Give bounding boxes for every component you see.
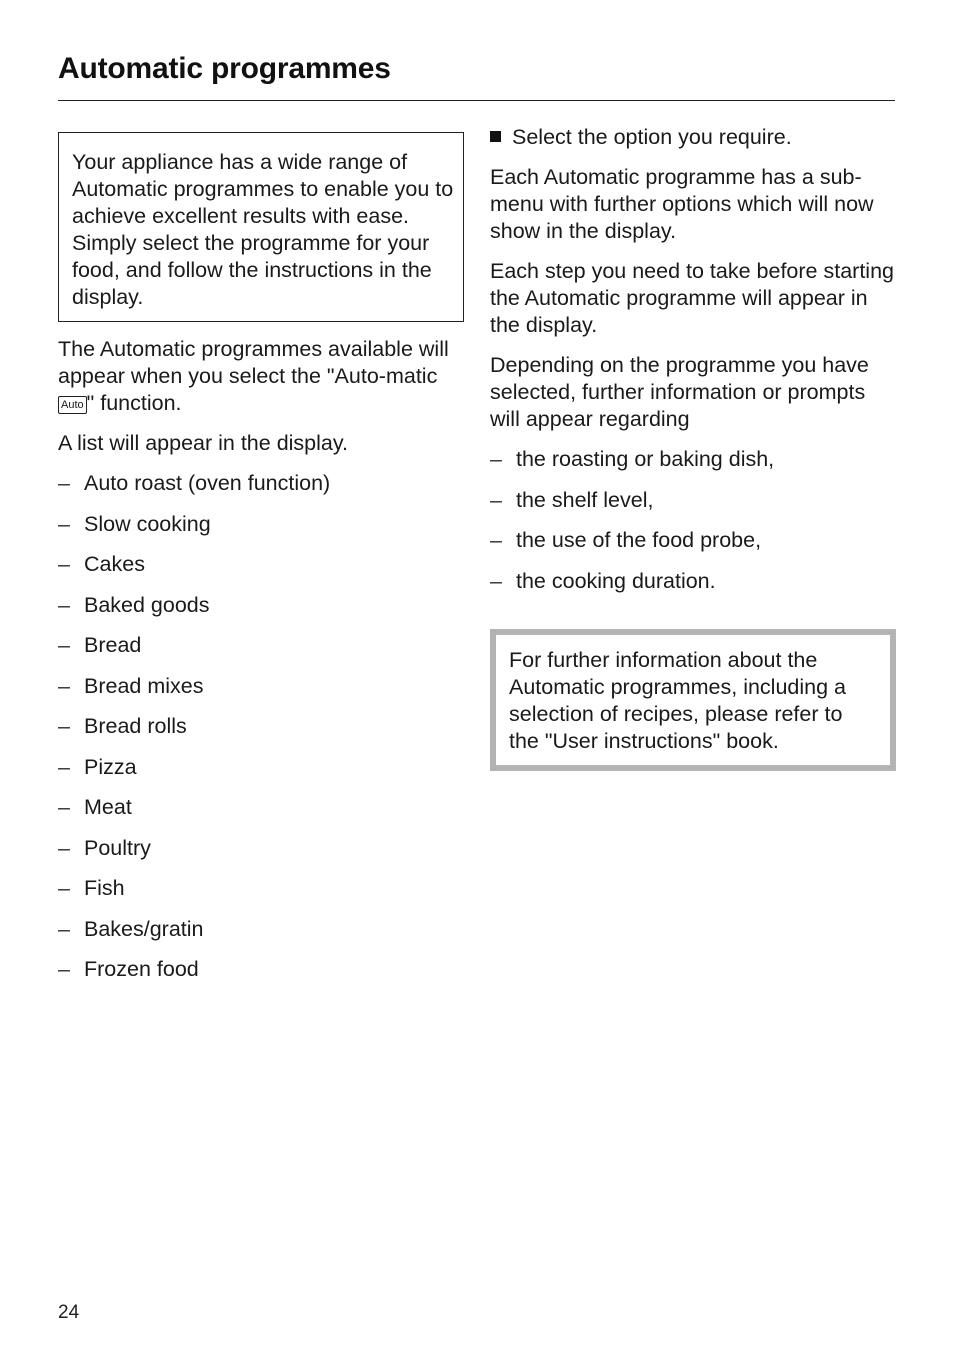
- dash-icon: –: [490, 568, 502, 593]
- list-item-label: the cooking duration.: [516, 568, 716, 593]
- depending-text: Depending on the programme you have selected, further information or prompts will appear regarding: [490, 353, 869, 431]
- prompt-list: [490, 446, 896, 595]
- list-item: [58, 673, 464, 700]
- list-item: [58, 632, 464, 659]
- dash-icon: –: [490, 447, 502, 471]
- list-intro-text: A list will appear in the display.: [58, 431, 348, 455]
- list-item-label: Bread: [84, 633, 142, 657]
- square-bullet-icon: [490, 131, 501, 142]
- auto-key-icon: Auto: [58, 396, 87, 414]
- select-option-text: Select the option you require.: [512, 125, 792, 149]
- list-item: [58, 713, 464, 740]
- dash-icon: –: [58, 633, 70, 657]
- list-item: [58, 511, 464, 538]
- intro-paragraph-2: Simply select the programme for your food, and follow the instructions in the display.: [72, 231, 432, 309]
- intro-paragraph-1: Your appliance has a wide range of Automatic programmes to enable you to achieve excellent results with ease.: [72, 150, 454, 228]
- list-item: [490, 446, 896, 473]
- list-item-label: Bakes/gratin: [84, 916, 204, 941]
- dash-icon: –: [58, 876, 70, 900]
- list-item-label: Bread mixes: [84, 673, 204, 698]
- list-item: [58, 916, 464, 943]
- dash-icon: –: [58, 673, 70, 698]
- dash-icon: –: [58, 795, 70, 819]
- dash-icon: –: [58, 471, 70, 495]
- dash-icon: –: [58, 714, 70, 738]
- submenu-text: Each Automatic programme has a sub-menu with further options which will now show in the display.: [490, 165, 874, 243]
- dash-icon: –: [58, 754, 70, 779]
- right-column: [490, 124, 896, 771]
- page-number: 24: [58, 1302, 80, 1323]
- left-column: [58, 132, 464, 997]
- intro-box: [58, 132, 464, 322]
- dash-icon: –: [58, 835, 70, 860]
- list-item-label: Frozen food: [84, 957, 199, 981]
- page-title: Automatic programmes: [58, 52, 391, 85]
- list-item: [490, 568, 896, 595]
- list-item: [490, 527, 896, 554]
- list-item-label: Cakes: [84, 552, 145, 576]
- available-programmes-text: [58, 336, 464, 417]
- list-item: [58, 956, 464, 983]
- list-item: [58, 592, 464, 619]
- dash-icon: –: [58, 916, 70, 941]
- list-item: [58, 875, 464, 902]
- list-item-label: Slow cooking: [84, 511, 211, 536]
- list-item-label: the shelf level,: [516, 487, 654, 512]
- list-item: [58, 835, 464, 862]
- available-text-before: The Automatic programmes available will appear when you select the "Auto-matic: [58, 337, 449, 388]
- list-item: [58, 794, 464, 821]
- dash-icon: –: [58, 511, 70, 536]
- programme-list: [58, 470, 464, 983]
- list-item: [58, 754, 464, 781]
- title-divider: [58, 100, 895, 101]
- dash-icon: –: [58, 592, 70, 617]
- list-item-label: the roasting or baking dish,: [516, 447, 775, 471]
- list-item-label: Poultry: [84, 835, 151, 860]
- available-text-after: " function.: [86, 391, 182, 415]
- dash-icon: –: [58, 552, 70, 576]
- dash-icon: –: [490, 528, 502, 552]
- dash-icon: –: [490, 487, 502, 512]
- list-item: [490, 487, 896, 514]
- list-item-label: Bread rolls: [84, 714, 187, 738]
- list-item-label: Fish: [84, 876, 125, 900]
- list-item-label: Auto roast (oven function): [84, 471, 331, 495]
- dash-icon: –: [58, 957, 70, 981]
- list-item-label: Meat: [84, 795, 132, 819]
- list-item: [58, 551, 464, 578]
- select-option-step: [490, 124, 896, 151]
- list-item: [58, 470, 464, 497]
- steps-text: Each step you need to take before starting the Automatic programme will appear in the display.: [490, 259, 894, 337]
- list-item-label: the use of the food probe,: [516, 528, 762, 552]
- list-item-label: Baked goods: [84, 592, 210, 617]
- further-info-text: For further information about the Automatic programmes, including a selection of recipes, please refer to the "User instructions" book.: [509, 647, 846, 753]
- list-item-label: Pizza: [84, 754, 137, 779]
- further-info-box: [490, 629, 896, 771]
